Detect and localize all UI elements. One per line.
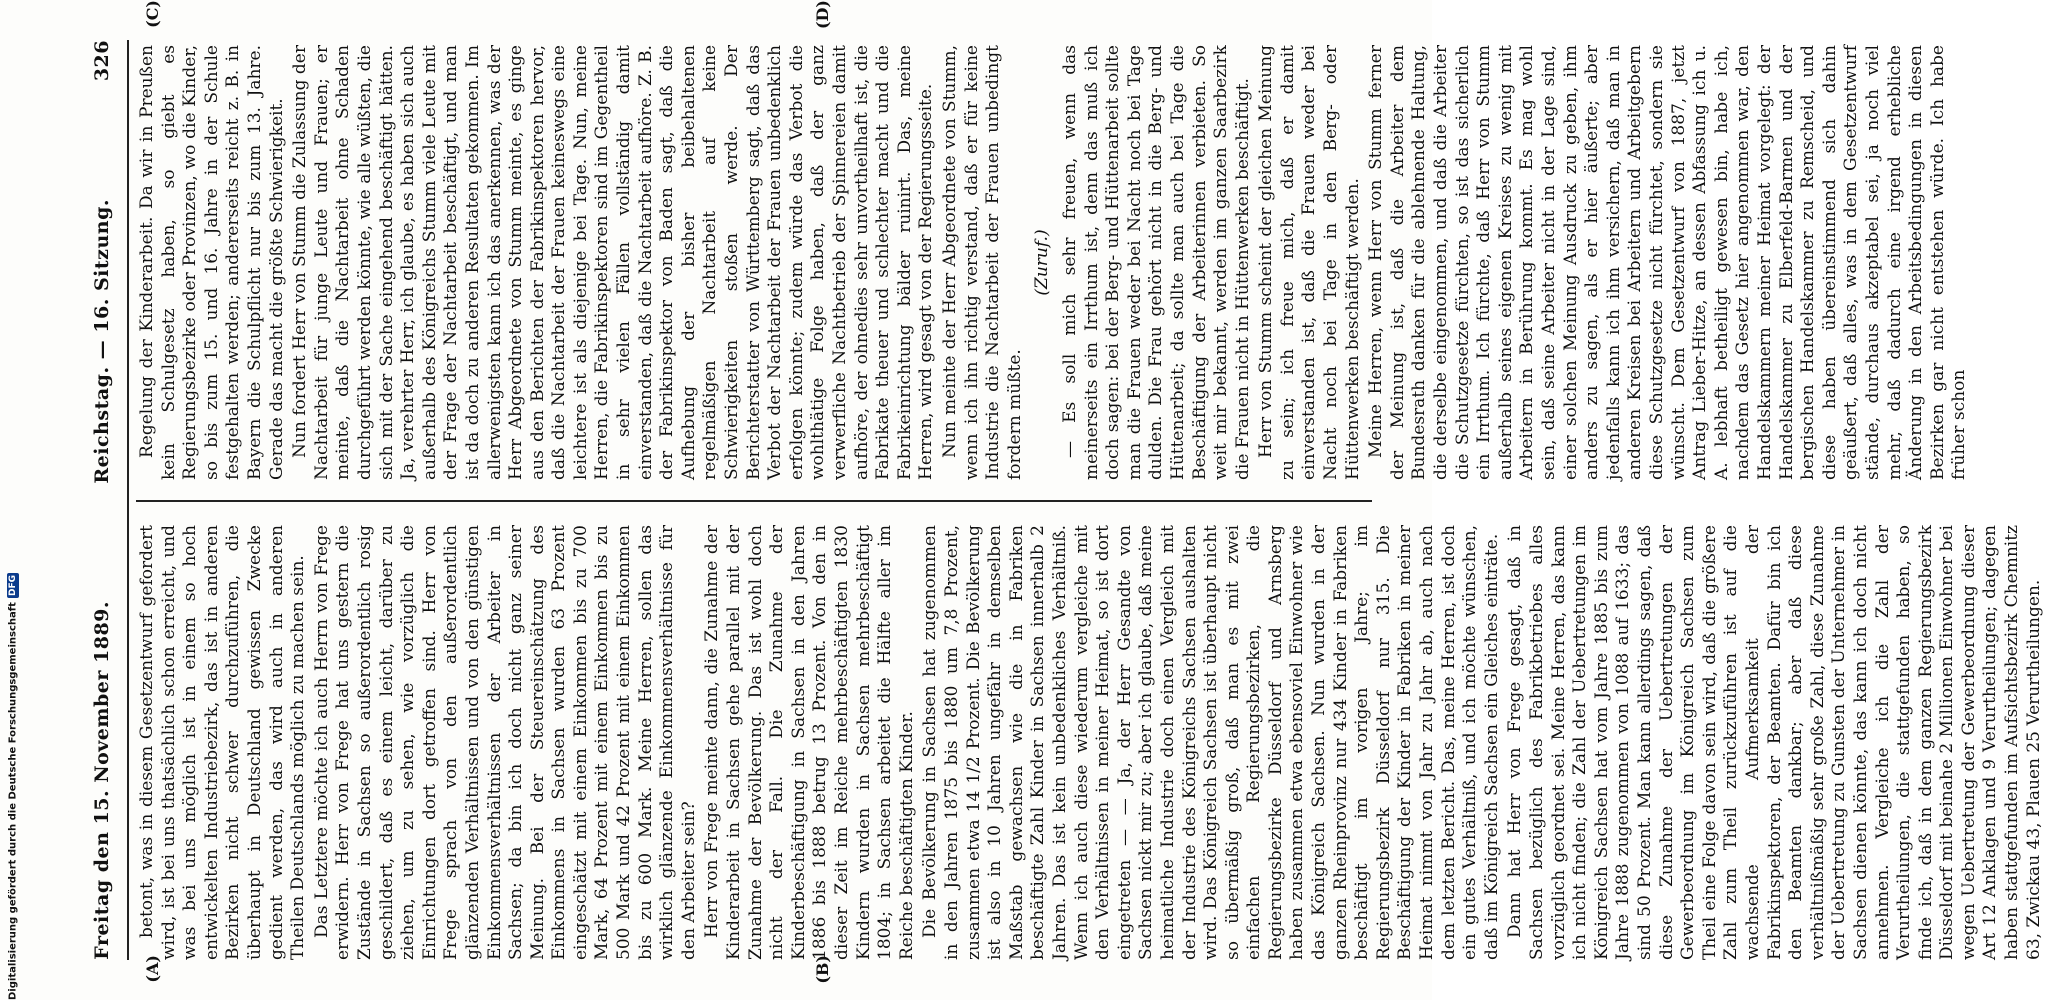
paragraph: Die Bevölkerung in Sachsen hat zugenommen in den Jahren 1875 bis 1880 um 7,8 Prozent, zusammen etwa 14 1/2 Prozent. Die Bevölkerung ist also in 10 Jahren ungefähr in demselben Maßstab gewachsen wie die in Fabriken beschäftigte Zahl Kinder in Sachsen innerhalb 2 Jahren. Das ist kein unbedenkliches Verhältniß. Wenn ich auch diese wiederum vergleiche mit den Verhältnissen in meiner Heimat, so ist dort eingetreten — — Ja, der Herr Gesandte von Sachsen nickt mir zu; aber ich glaube, daß meine heimatliche Industrie doch einen Vergleich mit der Industrie des Königreichs Sachsen aushalten wird. Das Königreich Sachsen ist überhaupt nicht so übermäßig groß, daß man es mit zwei einfachen Regierungsbezirken, die Regierungsbezirke Düsseldorf und Arnsberg haben zusammen etwa ebensoviel Einwohner wie das Königreich Sachsen. Nun wurden in der ganzen Rheinprovinz nur 434 Kinder in Fabriken beschäftigt im vorigen Jahre; im Regierungsbezirk Düsseldorf nur 315. Die Beschäftigung der Kinder in Fabriken in meiner Heimat nimmt von Jahr zu Jahr ab, auch nach dem letzten Bericht. Das, meine Herren, ist doch ein gutes Verhältniß, und ich möchte wünschen, daß im Königreich Sachsen ein Gleiches einträte. [920, 525, 1502, 960]
header-rule [127, 40, 129, 960]
page-number: 326 [91, 40, 113, 82]
session-date: Freitag den 15. November 1889. [91, 601, 113, 960]
page-header [82, 40, 122, 960]
text-column-left [137, 45, 1970, 480]
session-title: Reichstag. — 16. Sitzung. [91, 198, 113, 484]
paragraph: betont, was in diesem Gesetzentwurf gefordert wird, ist bei uns thatsächlich schon erreicht, und was bei uns möglich ist in einem so hoch entwickelten Industriebezirk, das ist in anderen Bezirken nicht schwer durchzuführen, die überhaupt in Deutschland gewissen Zwecke gedient werden, das wird auch in anderen Theilen Deutschlands möglich zu machen sein. [137, 525, 309, 960]
dfg-logo: DFG [8, 575, 18, 597]
paragraph: Regelung der Kinderarbeit. Da wir in Preußen kein Schulgesetz haben, so giebt es Regierungsbezirke oder Provinzen, wo die Kinder, so bis zum 15. und 16. Jahre in der Schule festgehalten werden; andererseits reicht z. B. in Bayern die Schulpflicht nur bis zum 13. Jahre. Gerade das macht die größte Schwierigkeit. [137, 45, 287, 480]
paragraph: Herr von Frege meinte dann, die Zunahme der Kinderarbeit in Sachsen gehe parallel mit der Zunahme der Bevölkerung. Das ist wohl doch nicht der Fall. Die Zunahme der Kinderbeschäftigung in Sachsen in den Jahren 1886 bis 1888 betrug 13 Prozent. Von den in dieser Zeit im Reiche mehrbeschäftigten 1830 Kindern wurden in Sachsen mehrbeschäftigt 1804; in Sachsen arbeitet die Hälfte aller im Reiche beschäftigten Kinder. [702, 525, 917, 960]
paragraph: Nun meinte der Herr Abgeordnete von Stumm, wenn ich ihn richtig verstand, daß er für keine Industrie die Nachtarbeit der Frauen unbedingt fordern müßte. [939, 45, 1025, 480]
interjection: (Zuruf.) [1032, 229, 1053, 296]
margin-marker-b: (B) [813, 955, 832, 984]
column-divider [136, 500, 1372, 502]
margin-marker-c: (C) [143, 0, 162, 28]
text-column-right [137, 525, 2044, 960]
paragraph: Dann hat Herr von Frege gesagt, daß in Sachsen bezüglich des Fabrikbetriebes alles vorzüglich geordnet sei. Meine Herren, das kann ich nicht finden; die Zahl der Uebertretungen im Königreich Sachsen hat vom Jahre 1885 bis zum Jahre 1888 zugenommen von 1088 auf 1633; das sind 50 Prozent. Man kann allerdings sagen, daß diese Zunahme der Uebertretungen der Gewerbeordnung im Königreich Sachsen zum Theil eine Folge davon sein wird, daß die größere Zahl zum Theil zurückzuführen ist auf die wachsende Aufmerksamkeit der Fabrikinspektoren, der Beamten. Dafür bin ich den Beamten dankbar; aber daß diese verhältnißmäßig sehr große Zahl, diese Zunahme der Uebertretung zu Gunsten der Unternehmer in Sachsen dienen könnte, das kann ich doch nicht annehmen. Vergleiche ich die Zahl der Verurtheilungen, die stattgefunden haben, so finde ich, daß in dem ganzen Regierungsbezirk Düsseldorf mit beinahe 2 Millionen Einwohner bei wegen Uebertretung der Gewerbeordnung dieser Art 12 Anklagen und 9 Verurtheilungen; dagegen haben stattgefunden im Aufsichtsbezirk Chemnitz 63, Zwickau 43, Plauen 25 Verurtheilungen. [1505, 525, 2044, 960]
paragraph: Nun fordert Herr von Stumm die Zulassung der Nachtarbeit für junge Leute und Frauen; er meinte, daß die Nachtarbeit ohne Schaden durchgeführt werden könnte, wie alle wüßten, die sich mit der Sache eingehend beschäftigt hätten. Ja, verehrter Herr, ich glaube, es haben sich auch außerhalb des Königreichs Stumm viele Leute mit der Frage der Nachtarbeit beschäftigt, und man ist da doch zu anderen Resultaten gekommen. Im allerwenigsten kann ich das anerkennen, was der Herr Abgeordnete von Stumm meinte, es ginge aus den Berichten der Fabrikinspektoren hervor, daß die Nachtarbeit der Frauen keineswegs eine leichtere ist als diejenige bei Tage. Nun, meine Herren, die Fabrikinspektoren sind im Gegentheil in sehr vielen Fällen vollständig damit einverstanden, daß die Nachtarbeit aufhöre. Z. B. der Fabrikinspektor von Baden sagt, daß die Aufhebung der bisher beibehaltenen regelmäßigen Nachtarbeit auf keine Schwierigkeiten stoßen werde. Der Berichterstatter von Württemberg sagt, daß das Verbot der Nachtarbeit der Frauen unbedenklich erfolgen könnte; zudem würde das Verbot die wohlthätige Folge haben, daß der ganz verwerfliche Nachtbetrieb der Spinnereien damit aufhöre, der ohnedies sehr unvortheilhaft ist, die Fabrikate theuer und schlechter macht und die Fabrikeinrichtung bälder ruinirt. Das, meine Herren, wird gesagt von der Regierungsseite. [290, 45, 937, 480]
credit-text: Digitalisierung gefördert durch die Deutsche Forschungsgemeinschaft [7, 602, 19, 1000]
margin-marker-d: (D) [813, 0, 832, 30]
paragraph: Das Letztere möchte ich auch Herrn von Frege erwidern. Herr von Frege hat uns gestern die Zustände in Sachsen so außerordentlich rosig geschildert, daß es einem leicht, darüber zu ziehen, um zu sehen, wie vorzüglich die Einrichtungen dort getroffen sind. Herr von Frege sprach von den außerordentlich glänzenden Verhältnissen und von den günstigen Einkommensverhältnissen der Arbeiter in Sachsen; da bin ich doch nicht ganz seiner Meinung. Bei der Steuereinschätzung des Einkommens in Sachsen wurden 63 Prozent eingeschätzt mit einem Einkommen bis zu 700 Mark, 64 Prozent mit einem Einkommen bis zu 500 Mark und 42 Prozent mit einem Einkommen bis zu 600 Mark. Meine Herren, sollen das wirklich glänzende Einkommensverhältnisse für den Arbeiter sein? [311, 525, 699, 960]
paragraph: Meine Herren, wenn Herr von Stumm ferner der Meinung ist, daß die Arbeiter dem Bundesrath danken für die ablehnende Haltung, die derselbe eingenommen, und daß die Arbeiter die Schutzgesetze fürchten, so ist das sicherlich ein Irrthum. Ich fürchte, daß Herr von Stumm außerhalb seines eigenen Kreises zu wenig mit Arbeitern in Berührung kommt. Es mag wohl sein, daß seine Arbeiter nicht in der Lage sind, einer solchen Meinung Ausdruck zu geben, ihm anders zu sagen, als er hier äußerte; aber jedenfalls kann ich ihm versichern, daß man in anderen Kreisen bei Arbeitern und Arbeitgebern diese Schutzgesetze nicht fürchtet, sondern sie wünscht. Dem Gesetzentwurf von 1887, jetzt Antrag Lieber-Hitze, an dessen Abfassung ich u. A. lebhaft betheiligt gewesen bin, habe ich, nachdem das Gesetz hier angenommen war, den Handelskammern meiner Heimat vorgelegt: der Handelskammer zu Elberfeld-Barmen und der bergischen Handelskammer zu Remscheid, und diese haben übereinstimmend sich dahin geäußert, daß alles, was in dem Gesetzentwurf stände, durchaus akzeptabel sei, ja noch viel mehr, daß dadurch eine irgend erhebliche Änderung in den Arbeitsbedingungen in diesen Bezirken gar nicht entstehen würde. Ich habe früher schon [1366, 45, 1970, 480]
paragraph: — Es soll mich sehr freuen, wenn das meinerseits ein Irrthum ist, denn das muß ich doch sagen: bei der Berg- und Hüttenarbeit sollte man die Frauen weder bei Nacht noch bei Tage dulden. Die Frau gehört nicht in die Berg- und Hüttenarbeit; da sollte man auch bei Tage die Beschäftigung der Arbeiterinnen verbieten. So weit mir bekannt, werden im ganzen Saarbezirk die Frauen nicht in Hüttenwerken beschäftigt. [1059, 45, 1253, 480]
margin-marker-a: (A) [143, 955, 162, 983]
paragraph: Herr von Stumm scheint der gleichen Meinung zu sein; ich freue mich, daß er damit einverstanden ist, daß die Frauen weder bei Nacht noch bei Tage in den Berg- oder Hüttenwerken beschäftigt werden. [1256, 45, 1363, 480]
digitization-credit [2, 575, 24, 1000]
